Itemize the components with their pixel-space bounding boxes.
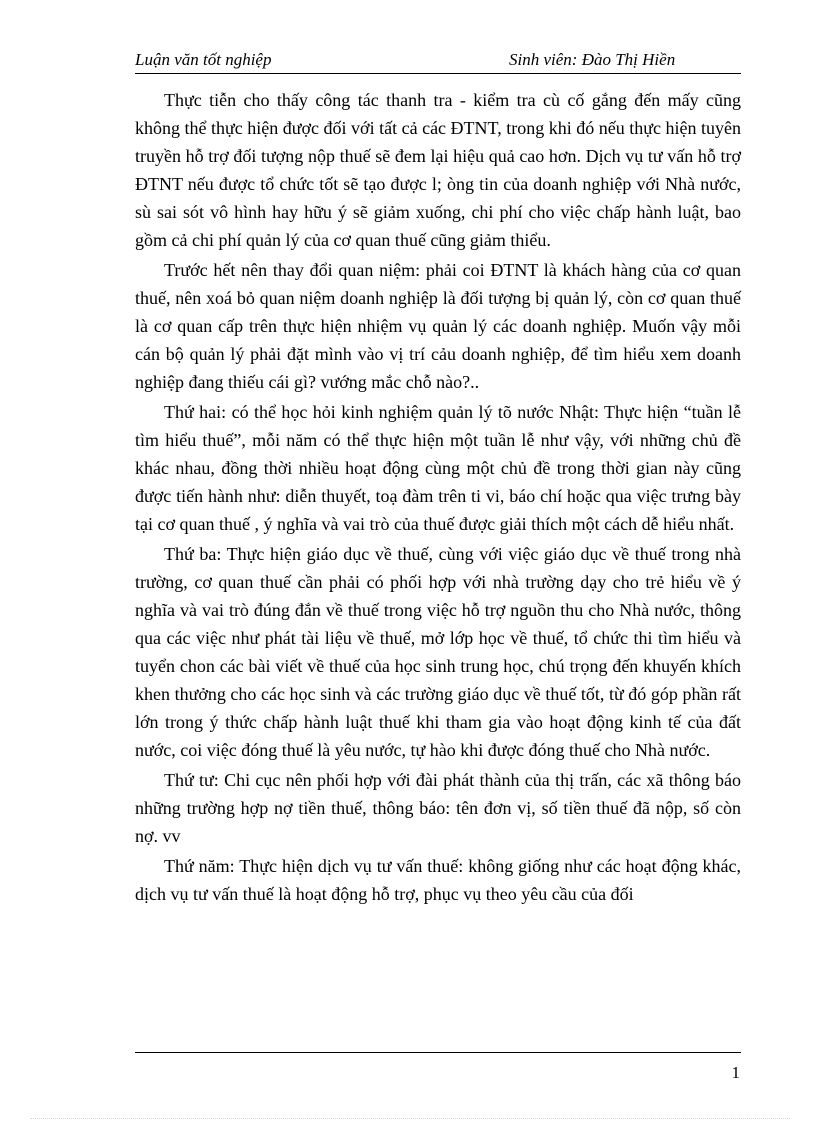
paragraph-fifth-point: Thứ năm: Thực hiện dịch vụ tư vấn thuế: không giống như các hoạt động khác, dịch vụ tư vấn thuế là hoạt động hỗ trợ, phục vụ theo yêu cầu của đối [135,856,741,904]
header-thesis-label: Luận văn tốt nghiệp [135,50,272,69]
paragraph-change-mindset: Trước hết nên thay đổi quan niệm: phải coi ĐTNT là khách hàng của cơ quan thuế, nên xoá bỏ quan niệm doanh nghiệp là đối tượng bị quản lý, còn cơ quan thuế là cơ quan cấp trên thực hiện nhiệm vụ quản lý các doanh nghiệp. Muốn vậy mỗi cán bộ quản lý phải đặt mình vào vị trí cảu doanh nghiệp, để tìm hiểu xem doanh nghiệp đang thiếu cái gì? vướng mắc chỗ nào?.. [135,260,741,392]
page-edge-dotted-line [30,1118,790,1119]
header-student-name: Sinh viên: Đào Thị Hiền [509,50,676,69]
paragraph-inspection: Thực tiễn cho thấy công tác thanh tra - kiểm tra cù cố gắng đến mấy cũng không thể thực hiện được đối với tất cả các ĐTNT, trong khi đó nếu thực hiện tuyên truyền hỗ trợ đối tượng nộp thuế sẽ đem lại hiệu quả cao hơn. Dịch vụ tư vấn hỗ trợ ĐTNT nếu được tổ chức tốt sẽ tạo được l; òng tin của doanh nghiệp với Nhà nước, sù sai sót vô hình hay hữu ý sẽ giảm xuống, chi phí cho việc chấp hành luật, bao gồm cả chi phí quản lý của cơ quan thuế cũng giảm thiểu. [135,90,741,250]
paragraph-third-point: Thứ ba: Thực hiện giáo dục về thuế, cùng với việc giáo dục về thuế trong nhà trường, cơ quan thuế cần phải có phối hợp với nhà trường dạy cho trẻ hiểu về ý nghĩa và vai trò đúng đắn về thuế trong việc hỗ trợ nguồn thu cho Nhà nước, thông qua các việc như phát tài liệu về thuế, mở lớp học về thuế, tổ chức thi tìm hiểu và tuyển chon các bài viết về thuế của học sinh trung học, chú trọng đến khuyến khích khen thưởng cho các học sinh và các trường giáo dục về thuế tốt, từ đó góp phần rất lớn trong ý thức chấp hành luật thuế khi tham gia vào hoạt động kinh tế của đất nước, coi việc đóng thuế là yêu nước, tự hào khi được đóng thuế cho Nhà nước. [135,544,741,760]
header-divider [135,73,741,74]
paragraph-second-point: Thứ hai: có thể học hỏi kinh nghiệm quản lý tõ nước Nhật: Thực hiện “tuần lễ tìm hiểu thuế”, mỗi năm có thể thực hiện một tuần lễ như vậy, với những chủ đề khác nhau, đồng thời nhiều hoạt động cùng một chủ đề trong thời gian này cũng được tiến hành như: diễn thuyết, toạ đàm trên ti vi, báo chí hoặc qua việc trưng bày tại cơ quan thuế , ý nghĩa và vai trò của thuế được giải thích một cách dễ hiểu nhất. [135,402,741,534]
page-number: 1 [731,1063,740,1082]
footer-divider [135,1052,741,1053]
paragraph-fourth-point: Thứ tư: Chi cục nên phối hợp với đài phát thành của thị trấn, các xã thông báo những trường hợp nợ tiền thuế, thông báo: tên đơn vị, số tiền thuế đã nộp, số còn nợ. vv [135,770,741,846]
page-header [135,48,741,72]
document-body [135,86,741,910]
